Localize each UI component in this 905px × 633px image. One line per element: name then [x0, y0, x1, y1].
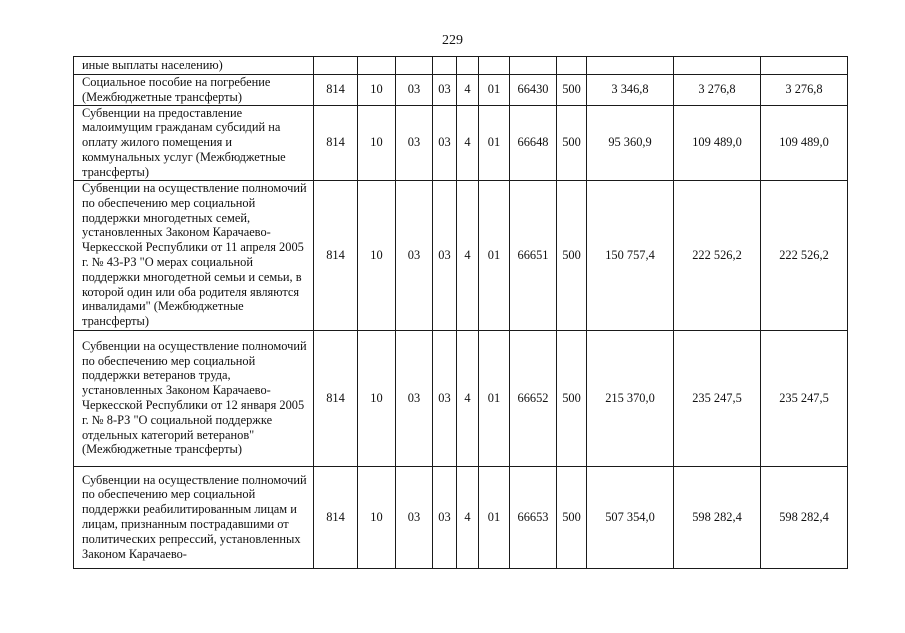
- amount-2014-cell: 150 757,4: [587, 180, 674, 330]
- program-code-cell: 03: [433, 105, 457, 180]
- page-number: 229: [442, 33, 463, 48]
- grbs-code-cell: 814: [314, 330, 358, 466]
- event-code-cell: 01: [479, 330, 510, 466]
- event-code-cell: 01: [479, 180, 510, 330]
- expense-type-code-cell: 500: [557, 180, 587, 330]
- amount-2014-cell: [587, 57, 674, 75]
- grbs-code-cell: 814: [314, 105, 358, 180]
- amount-2016-cell: 3 276,8: [761, 75, 848, 106]
- subsection-code-cell: 03: [396, 466, 433, 568]
- amount-2014-cell: 3 346,8: [587, 75, 674, 106]
- amount-2015-cell: 598 282,4: [674, 466, 761, 568]
- table-row: [74, 105, 848, 180]
- amount-2015-cell: 235 247,5: [674, 330, 761, 466]
- event-code-cell: [479, 57, 510, 75]
- amount-2015-cell: 3 276,8: [674, 75, 761, 106]
- direction-code-cell: [510, 57, 557, 75]
- row-name-cell: Субвенции на осуществление полномочий по обеспечению мер социальной поддержки многодетных семей, установленных Законом Карачаево-Черкесской Республики от 11 апреля 2005 г. № 43-РЗ "О мерах социальной поддержки многодетной семьи и семьи, в которой один или оба родителя являются инвалидами" (Межбюджетные трансферты): [74, 180, 314, 330]
- expense-type-code-cell: [557, 57, 587, 75]
- subsection-code-cell: 03: [396, 330, 433, 466]
- row-name-cell: Субвенции на осуществление полномочий по обеспечению мер социальной поддержки ветеранов труда, установленных Законом Карачаево-Черкесской Республики от 12 января 2005 г. № 8-РЗ "О социальной поддержке отдельных категорий ветеранов" (Межбюджетные трансферты): [74, 330, 314, 466]
- amount-2014-cell: 507 354,0: [587, 466, 674, 568]
- section-code-cell: 10: [358, 466, 396, 568]
- amount-2015-cell: [674, 57, 761, 75]
- amount-2016-cell: 109 489,0: [761, 105, 848, 180]
- grbs-code-cell: 814: [314, 75, 358, 106]
- amount-2015-cell: 109 489,0: [674, 105, 761, 180]
- expense-type-code-cell: 500: [557, 330, 587, 466]
- subprogram-code-cell: 4: [457, 330, 479, 466]
- grbs-code-cell: 814: [314, 180, 358, 330]
- row-name-cell: Субвенции на осуществление полномочий по обеспечению мер социальной поддержки реабилитированным лицам и лицам, признанным пострадавшими от политических репрессий, установленных Законом Карачаево-: [74, 466, 314, 568]
- table-row: [74, 330, 848, 466]
- direction-code-cell: 66648: [510, 105, 557, 180]
- event-code-cell: 01: [479, 105, 510, 180]
- event-code-cell: 01: [479, 466, 510, 568]
- subprogram-code-cell: 4: [457, 180, 479, 330]
- subprogram-code-cell: 4: [457, 466, 479, 568]
- table-row: [74, 75, 848, 106]
- amount-2015-cell: 222 526,2: [674, 180, 761, 330]
- direction-code-cell: 66651: [510, 180, 557, 330]
- grbs-code-cell: 814: [314, 466, 358, 568]
- direction-code-cell: 66653: [510, 466, 557, 568]
- table-row: [74, 57, 848, 75]
- section-code-cell: 10: [358, 105, 396, 180]
- expense-type-code-cell: 500: [557, 105, 587, 180]
- amount-2016-cell: [761, 57, 848, 75]
- amount-2014-cell: 95 360,9: [587, 105, 674, 180]
- section-code-cell: 10: [358, 75, 396, 106]
- program-code-cell: 03: [433, 330, 457, 466]
- subprogram-code-cell: 4: [457, 105, 479, 180]
- row-name-cell: Субвенции на предоставление малоимущим гражданам субсидий на оплату жилого помещения и коммунальных услуг (Межбюджетные трансферты): [74, 105, 314, 180]
- row-name-cell: иные выплаты населению): [74, 57, 314, 75]
- section-code-cell: [358, 57, 396, 75]
- table-body: [74, 57, 848, 569]
- expense-type-code-cell: 500: [557, 75, 587, 106]
- direction-code-cell: 66430: [510, 75, 557, 106]
- direction-code-cell: 66652: [510, 330, 557, 466]
- table-row: [74, 180, 848, 330]
- subsection-code-cell: 03: [396, 105, 433, 180]
- section-code-cell: 10: [358, 180, 396, 330]
- subprogram-code-cell: [457, 57, 479, 75]
- amount-2016-cell: 222 526,2: [761, 180, 848, 330]
- event-code-cell: 01: [479, 75, 510, 106]
- program-code-cell: 03: [433, 75, 457, 106]
- amount-2014-cell: 215 370,0: [587, 330, 674, 466]
- subsection-code-cell: 03: [396, 180, 433, 330]
- subsection-code-cell: 03: [396, 75, 433, 106]
- expense-type-code-cell: 500: [557, 466, 587, 568]
- amount-2016-cell: 235 247,5: [761, 330, 848, 466]
- program-code-cell: 03: [433, 466, 457, 568]
- program-code-cell: 03: [433, 180, 457, 330]
- amount-2016-cell: 598 282,4: [761, 466, 848, 568]
- grbs-code-cell: [314, 57, 358, 75]
- program-code-cell: [433, 57, 457, 75]
- row-name-cell: Социальное пособие на погребение (Межбюджетные трансферты): [74, 75, 314, 106]
- subsection-code-cell: [396, 57, 433, 75]
- table-row: [74, 466, 848, 568]
- budget-table: [73, 56, 848, 569]
- section-code-cell: 10: [358, 330, 396, 466]
- subprogram-code-cell: 4: [457, 75, 479, 106]
